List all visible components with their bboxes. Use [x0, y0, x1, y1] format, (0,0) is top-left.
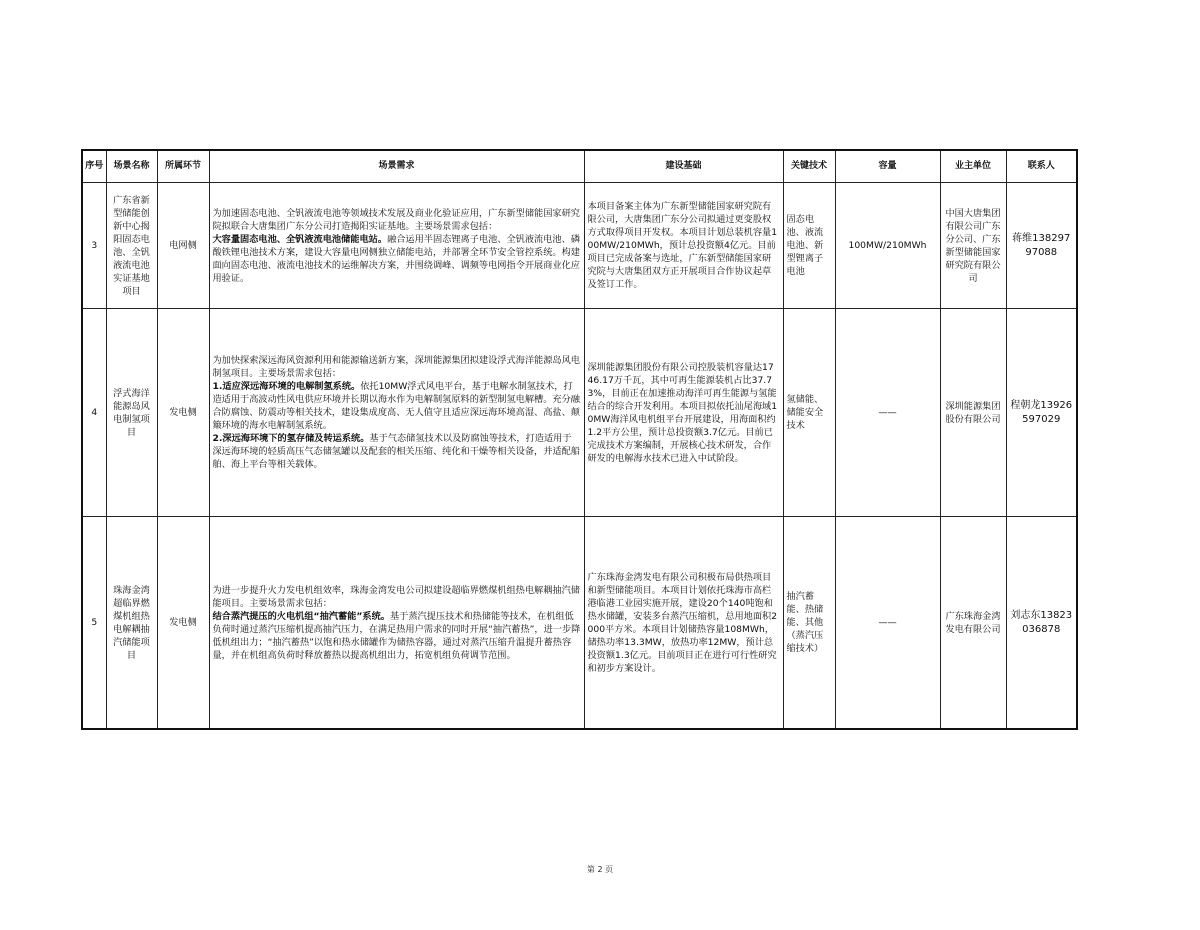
- cell-basis: 广东珠海金湾发电有限公司积极布局供热项目和新型储能项目。本项目计划依托珠海市高栏港临港工业园实施开展，建设20个140吨饱和热水储罐，安装多台蒸汽压缩机，总用地面积2000平方米。本项目计划储热容量108MWh，储热功率13.3MW，放热功率12MW，预计总投资额1.3亿元。目前项目正在进行可行性研究和初步方案设计。: [584, 517, 783, 730]
- header-key-tech: 关键技术: [783, 150, 835, 183]
- need-highlight: 1.适应深远海环境的电解制氢系统。: [212, 381, 361, 392]
- cell-basis: 本项目备案主体为广东新型储能国家研究院有限公司，大唐集团广东分公司拟通过更变股权方式取得项目开发权。本项目计划总装机容量100MW/210MWh，预计总投资额4亿元。目前项目已完成备案与选址，广东新型储能国家研究院与大唐集团双方正开展项目合作协议起草及签订工作。: [584, 183, 783, 309]
- cell-segment: 发电侧: [157, 309, 209, 517]
- cell-key-tech: 固态电池、液流电池、新型锂离子电池: [783, 183, 835, 309]
- cell-owner: 中国大唐集团有限公司广东分公司、广东新型储能国家研究院有限公司: [940, 183, 1006, 309]
- cell-scene-name: 浮式海洋能源岛风电制氢项目: [106, 309, 157, 517]
- cell-index: 4: [82, 309, 106, 517]
- header-scene-name: 场景名称: [106, 150, 157, 183]
- page-number: 第 2 页: [586, 865, 614, 874]
- cell-segment: 发电侧: [157, 517, 209, 730]
- cell-owner: 广东珠海金湾发电有限公司: [940, 517, 1006, 730]
- cell-scene-need: [209, 309, 584, 517]
- header-index: 序号: [82, 150, 106, 183]
- header-scene-need: 场景需求: [209, 150, 584, 183]
- scene-table: [81, 149, 1078, 730]
- need-highlight: 结合蒸汽提压的火电机组“抽汽蓄能”系统。: [212, 610, 390, 622]
- header-owner: 业主单位: [940, 150, 1006, 183]
- cell-capacity: 100MW/210MWh: [835, 183, 940, 309]
- table-row: [82, 309, 1077, 517]
- need-paragraph: 为进一步提升火力发电机组效率，珠海金湾发电公司拟建设超临界燃煤机组热电解耦抽汽储能项目。主要场景需求包括：: [212, 584, 580, 609]
- cell-index: 3: [82, 183, 106, 309]
- need-paragraph: 大容量固态电池、全钒液流电池储能电站。融合运用半固态锂离子电池、全钒液流电池、磷酸铁锂电池技术方案，建设大容量电网侧独立储能电站，并部署全环节安全管控系统。构建面向固态电池、液流电池技术的运维解决方案，并围绕调峰、调频等电网指令开展商业化应用验证。: [212, 233, 580, 284]
- need-highlight: 2.深远海环境下的氢存储及转运系统。: [212, 433, 370, 444]
- cell-contact: 程朝龙13926597029: [1006, 309, 1077, 517]
- cell-owner: 深圳能源集团股份有限公司: [940, 309, 1006, 517]
- cell-capacity: ——: [835, 517, 940, 730]
- table-row: [82, 517, 1077, 730]
- table-header-row: [82, 150, 1077, 183]
- cell-segment: 电网侧: [157, 183, 209, 309]
- cell-capacity: ——: [835, 309, 940, 517]
- cell-scene-name: 广东省新型储能创新中心揭阳固态电池、全钒液流电池实证基地项目: [106, 183, 157, 309]
- header-segment: 所属环节: [157, 150, 209, 183]
- cell-basis: 深圳能源集团股份有限公司控股装机容量达1746.17万千瓦，其中可再生能源装机占比37.73%，目前正在加速推动海洋可再生能源与氢能结合的综合开发利用。本项目拟依托汕尾海域10MW海洋风电机组平台开展建设，用海面积约1.2平方公里，预计总投资额3.7亿元。目前已完成技术方案编制，开展核心技术研发，合作研发的电解海水技术已进入中试阶段。: [584, 309, 783, 517]
- cell-contact: 蒋维13829797088: [1006, 183, 1077, 309]
- cell-key-tech: 抽汽蓄能、热储能、其他（蒸汽压缩技术）: [783, 517, 835, 730]
- header-basis: 建设基础: [584, 150, 783, 183]
- need-paragraph: 2.深远海环境下的氢存储及转运系统。基于气态储氢技术以及防腐蚀等技术，打造适用于深远海环境的轻质高压气态储氢罐以及配套的相关压缩、纯化和干燥等相关设备，并适配船舶、海上平台等相关载体。: [212, 433, 580, 470]
- table-row: [82, 183, 1077, 309]
- cell-scene-need: [209, 517, 584, 730]
- cell-scene-need: [209, 183, 584, 309]
- need-paragraph: 结合蒸汽提压的火电机组“抽汽蓄能”系统。基于蒸汽提压技术和热储能等技术，在机组低负荷时通过蒸汽压缩机提高抽汽压力，在满足热用户需求的同时开展“抽汽蓄热”，进一步降低机组出力；“抽汽蓄热”以饱和热水储罐作为储热容器，通过对蒸汽压缩升温提升蓄热容量，并在机组高负荷时释放蓄热以提高机组出力，拓宽机组负荷调节范围。: [212, 610, 581, 661]
- need-paragraph: 为加速固态电池、全钒液流电池等领域技术发展及商业化验证应用，广东新型储能国家研究院拟联合大唐集团广东分公司打造揭阳实证基地。主要场景需求包括：: [212, 207, 580, 232]
- cell-scene-name: 珠海金湾超临界燃煤机组热电解耦抽汽储能项目: [106, 517, 157, 730]
- cell-contact: 刘志东13823036878: [1006, 517, 1077, 730]
- need-paragraph: 1.适应深远海环境的电解制氢系统。依托10MW浮式风电平台，基于电解水制氢技术，打造适用于高波动性风电供应环境并长期以海水作为电解制氢原料的新型制氢电解槽。充分融合防腐蚀、防震动等相关技术，建设集成度高、无人值守且适应深远海环境高湿、高盐、颠簸环境的海水电解制氢系统。: [212, 381, 580, 431]
- need-highlight: 大容量固态电池、全钒液流电池储能电站。: [212, 233, 388, 245]
- header-capacity: 容量: [835, 150, 940, 183]
- need-paragraph: 为加快探索深远海风资源利用和能源输送新方案，深圳能源集团拟建设浮式海洋能源岛风电制氢项目。主要场景需求包括：: [212, 355, 580, 379]
- cell-index: 5: [82, 517, 106, 730]
- cell-key-tech: 氢储能、储能安全技术: [783, 309, 835, 517]
- header-contact: 联系人: [1006, 150, 1077, 183]
